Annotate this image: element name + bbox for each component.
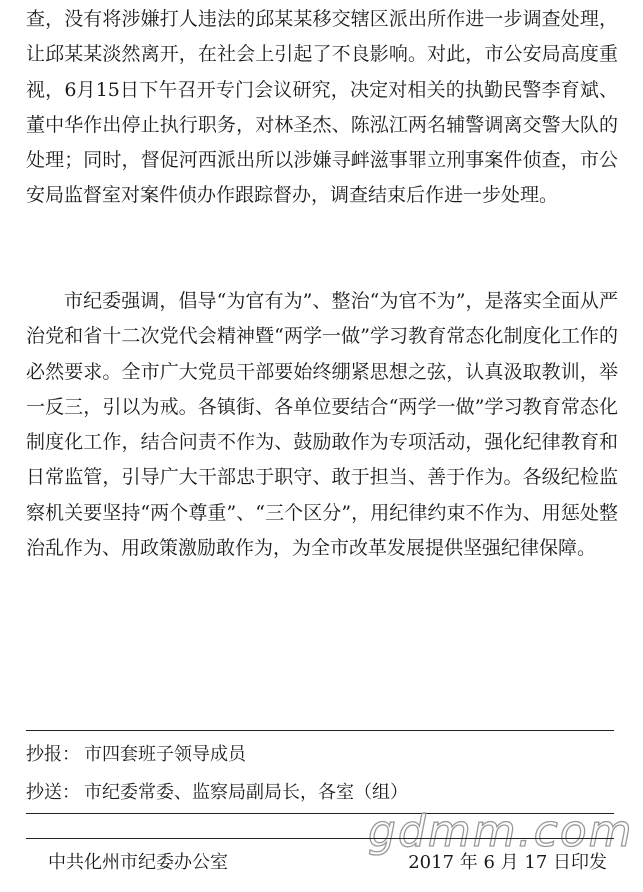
copy-to-label: 抄送： xyxy=(26,782,80,803)
report-to-label: 抄报： xyxy=(26,744,80,765)
separator-top xyxy=(26,730,614,731)
issuing-office: 中共化州市纪委办公室 xyxy=(48,852,228,873)
report-to-recipients: 市四套班子领导成员 xyxy=(84,744,246,765)
issue-date: 2017 年 6 月 17 日印发 xyxy=(408,852,607,873)
separator-bottom xyxy=(26,838,614,839)
site-watermark: gdmm.com xyxy=(368,806,634,857)
copy-to-line xyxy=(26,778,408,804)
body-paragraph-1: 查，没有将涉嫌打人违法的邱某某移交辖区派出所作进一步调查处理，让邱某某淡然离开，在社会上引起了不良影响。对此，市公安局高度重视，6月15日下午召开专门会议研究，决定对相关的执勤民警李育斌、董中华作出停止执行职务，对林圣杰、陈泓江两名辅警调离交警大队的处理；同时，督促河西派出所以涉嫌寻衅滋事罪立刑事案件侦查，市公安局监督室对案件侦办作跟踪督办，调查结束后作进一步处理。 xyxy=(26,8,618,207)
copy-to-recipients: 市纪委常委、监察局副局长，各室（组） xyxy=(84,782,408,803)
report-to-line xyxy=(26,740,246,766)
body-paragraph-2: 市纪委强调，倡导“为官有为”、整治“为官不为”，是落实全面从严治党和省十二次党代会精神暨“两学一做”学习教育常态化制度化工作的必然要求。全市广大党员干部要始终绷紧思想之弦，认真汲取教训，举一反三，引以为戒。各镇街、各单位要结合“两学一做”学习教育常态化制度化工作，结合问责不作为、鼓励敢作为专项活动，强化纪律教育和日常监管，引导广大干部忠于职守、敢于担当、善于作为。各级纪检监察机关要坚持“两个尊重”、“三个区分”，用纪律约束不作为、用惩处整治乱作为、用政策激励敢作为，为全市改革发展提供坚强纪律保障。 xyxy=(26,290,618,560)
